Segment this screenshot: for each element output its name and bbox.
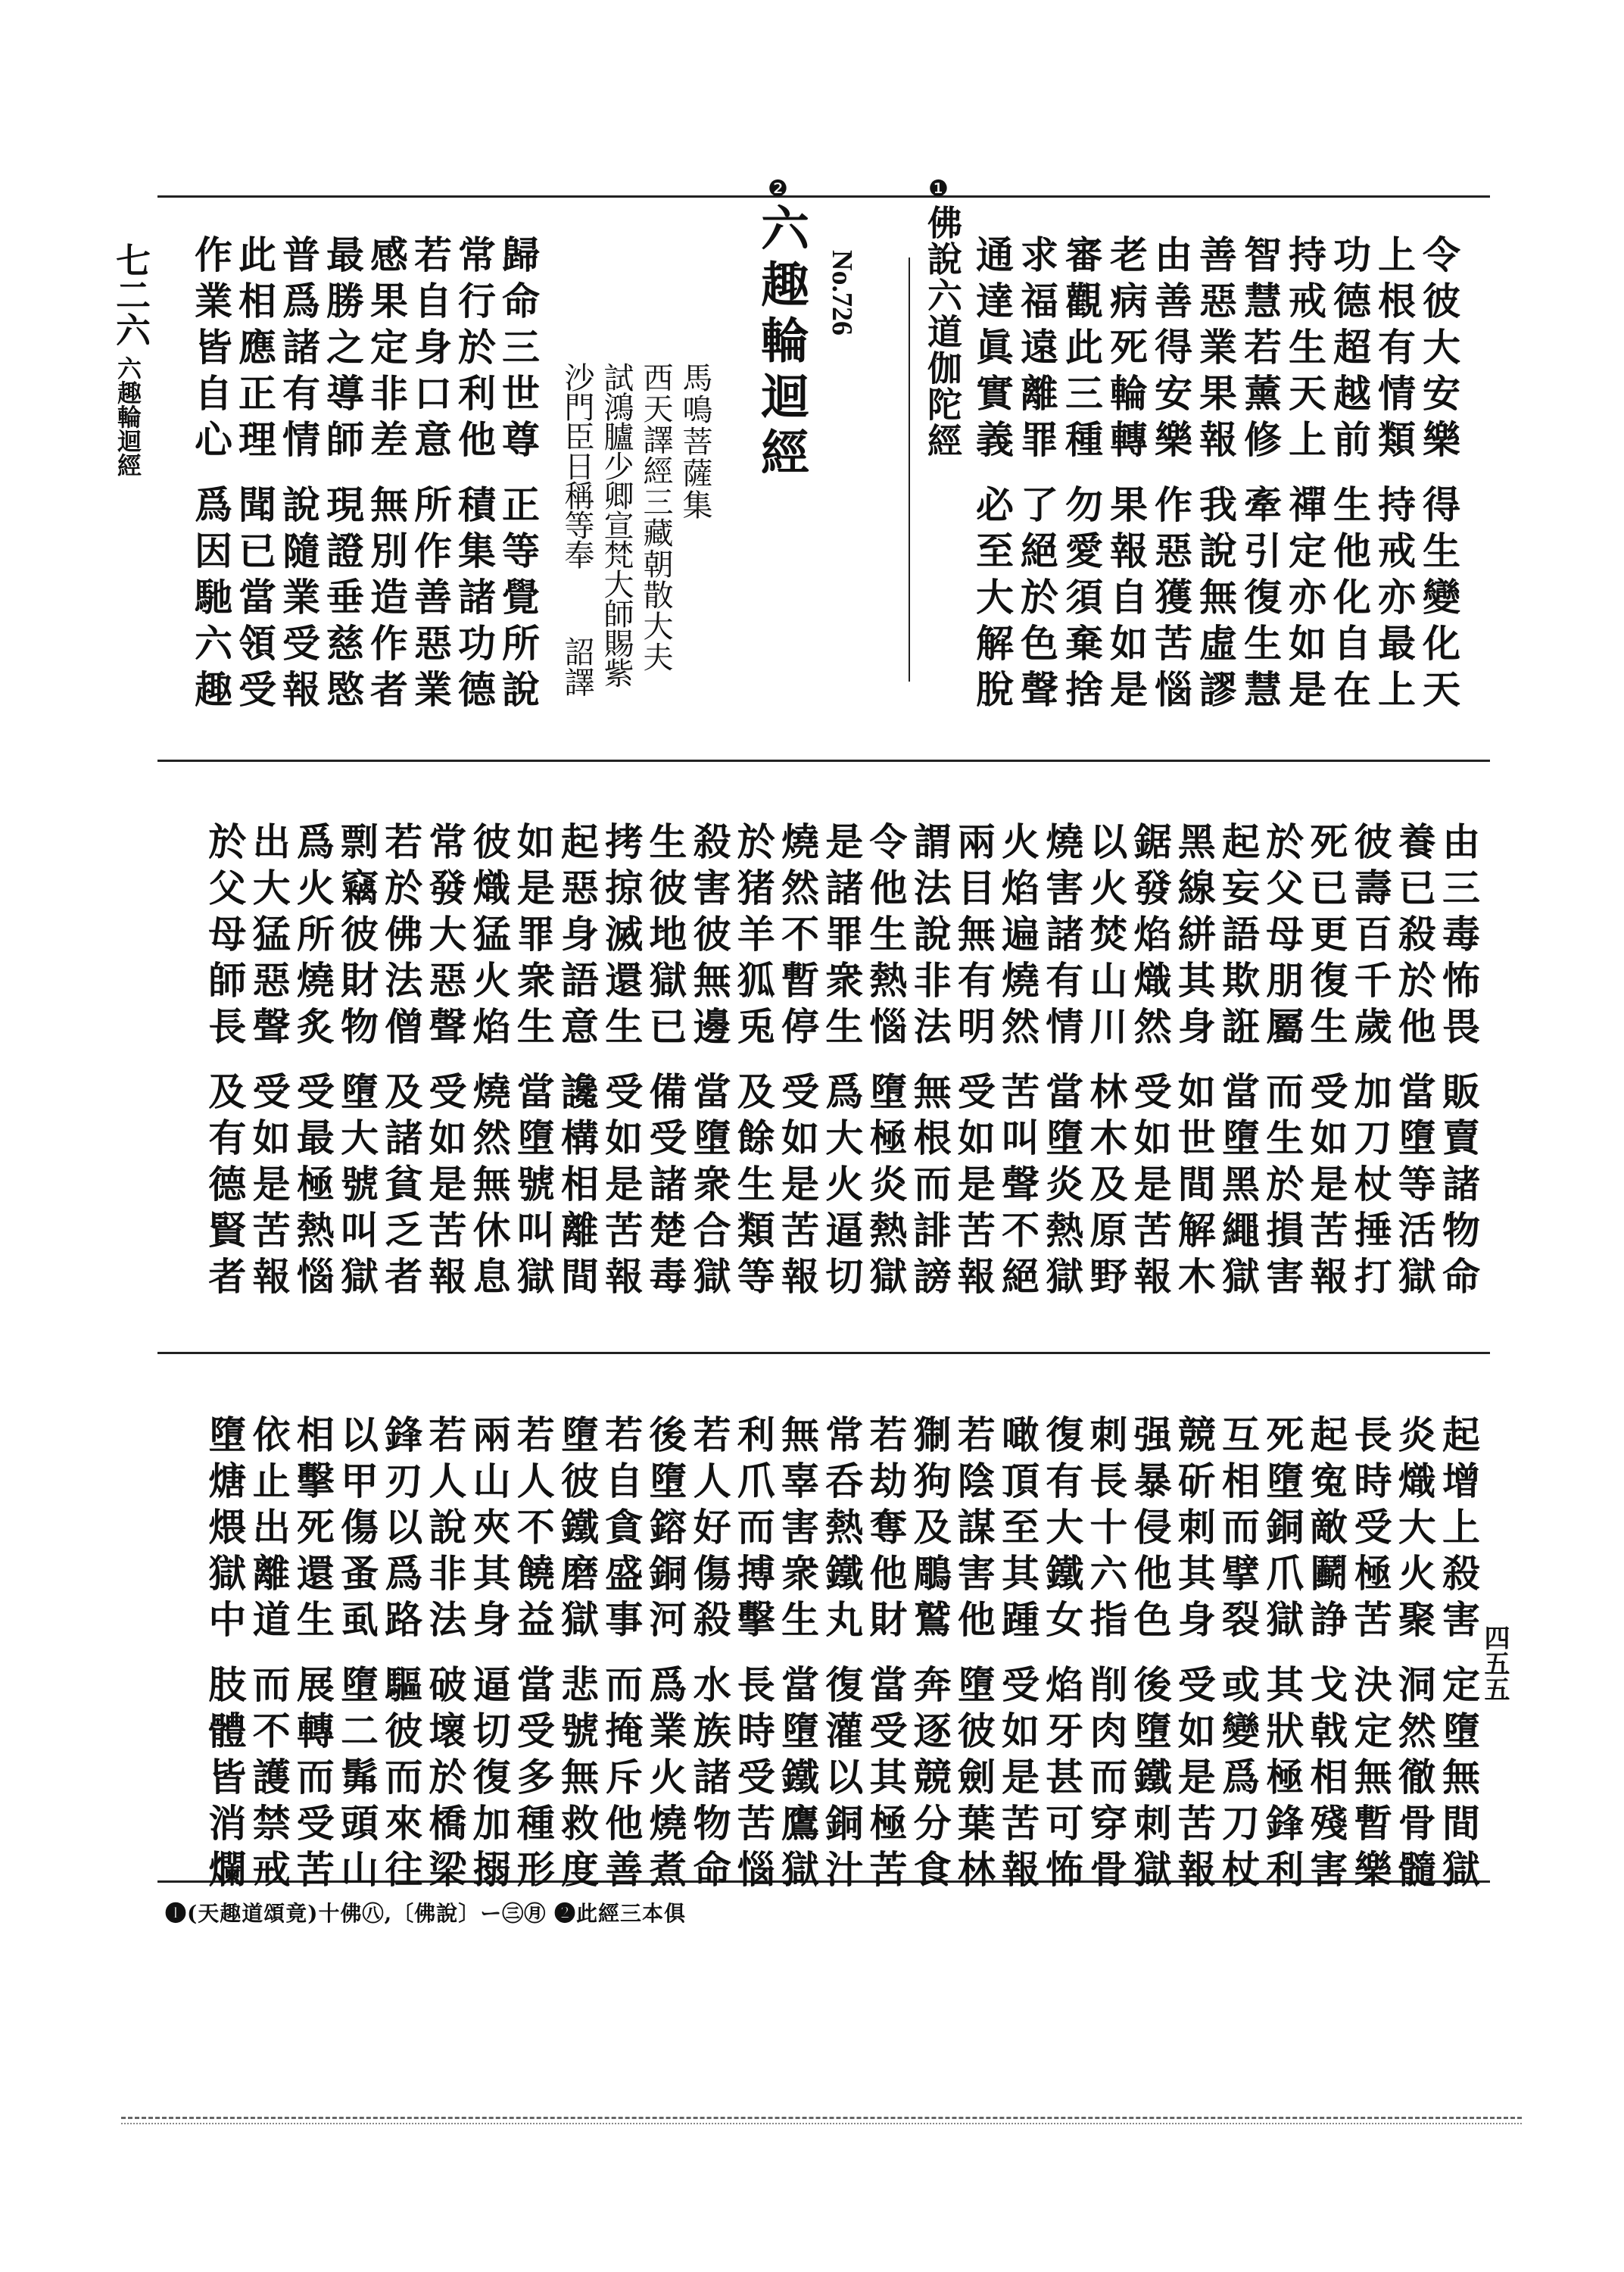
verse-half-a: 彼壽百千歲 — [1348, 822, 1393, 1053]
verse-half-b: 逼切復加搦 — [466, 1665, 512, 1896]
verse-half-b: 加刀杖捶打 — [1348, 1072, 1393, 1303]
verse-half-a: 强暴侵他色 — [1127, 1415, 1173, 1646]
verse-half-a: 炎熾大火聚 — [1392, 1415, 1437, 1646]
verse-half-a: 如是罪衆生 — [510, 822, 556, 1053]
divider-lower — [157, 1352, 1490, 1354]
verse-half-a: 若陰謀害他 — [951, 1415, 996, 1646]
verse-half-b: 受如是苦報 — [951, 1072, 996, 1303]
verse-half-a: 猘狗及鵰鷲 — [907, 1415, 952, 1646]
verse-half-a: 若於佛法僧 — [379, 822, 424, 1053]
top-border — [157, 195, 1490, 198]
verse-half-a: 鋒刃以爲路 — [379, 1415, 424, 1646]
catalog-number: No.726 — [826, 250, 858, 335]
verse-half-a: 燒然不暫停 — [775, 822, 820, 1053]
title-rule — [909, 257, 910, 682]
verse-half-b: 驅彼而來往 — [379, 1665, 424, 1896]
verse-half-a: 若劫奪他財 — [863, 1415, 909, 1646]
verse-half-b: 決定無暫樂 — [1348, 1665, 1393, 1896]
verse-half-b: 墮大號叫獄 — [335, 1072, 379, 1303]
verse-half-b: 肢體皆消爛 — [202, 1665, 248, 1896]
verse-half-a: 是諸罪衆生 — [819, 822, 865, 1053]
verse-half-a: 兩目無有明 — [951, 822, 996, 1053]
verse-half-b: 及有德賢者 — [202, 1072, 248, 1303]
verse-half-b: 讒構相離間 — [555, 1072, 600, 1303]
verse-half-a: 互相而擘裂 — [1216, 1415, 1261, 1646]
verse-half-b: 展轉而受苦 — [290, 1665, 335, 1896]
verse-half-a: 剽竊彼財物 — [335, 822, 379, 1053]
verse-half-a: 於猪羊狐兎 — [731, 822, 776, 1053]
verse-half-a: 相擊死還生 — [290, 1415, 335, 1646]
verse-half-a: 謂法說非法 — [907, 822, 952, 1053]
verse-half-b: 戈戟相殘害 — [1304, 1665, 1349, 1896]
verse-half-b: 當受其極苦 — [863, 1665, 909, 1896]
verse-half-b: 及諸貧乏者 — [379, 1072, 424, 1303]
verse-half-a: 彼熾猛火焰 — [466, 822, 512, 1053]
verse-half-b: 當墮黑繩獄 — [1216, 1072, 1261, 1303]
verse-half-a: 生彼地獄已 — [643, 822, 688, 1053]
verse-half-b: 復灌以銅汁 — [819, 1665, 865, 1896]
verse-half-b: 破壞於橋梁 — [422, 1665, 468, 1896]
verse-half-a: 若人好傷殺 — [687, 1415, 732, 1646]
verse-half-a: 無辜害衆生 — [775, 1415, 820, 1646]
translator-line-1: 西天譯經三藏朝散大夫 — [638, 362, 673, 673]
verse-half-a: 拷掠滅還生 — [599, 822, 644, 1053]
verse-half-a: 若人不饒益 — [510, 1415, 556, 1646]
verse-half-a: 火焰遍燒然 — [996, 822, 1040, 1053]
verse-half-b: 苦叫聲不絕 — [996, 1072, 1040, 1303]
verse-half-b: 受如是苦報 — [775, 1072, 820, 1303]
verse-half-b: 受如是苦報 — [1127, 1072, 1173, 1303]
verse-half-b: 受如是苦報 — [599, 1072, 644, 1303]
verse-half-b: 當墮炎熱獄 — [1040, 1072, 1085, 1303]
verse-half-a: 起惡身語意 — [555, 822, 600, 1053]
verse-half-a: 兩山夾其身 — [466, 1415, 512, 1646]
verse-half-b: 定墮無間獄 — [1436, 1665, 1481, 1896]
sutra-title-1: 佛說六道伽陀經 — [922, 204, 963, 459]
verse-half-b: 受如是苦報 — [246, 1072, 291, 1303]
translator-line-3: 沙門臣日稱等奉 — [560, 362, 594, 569]
verse-half-a: 於父母朋屬 — [1260, 822, 1305, 1053]
verse-half-b: 而生於損害 — [1260, 1072, 1305, 1303]
verse-half-b: 受如是苦報 — [1304, 1072, 1349, 1303]
divider-upper — [157, 760, 1490, 762]
verse-half-b: 當墮衆合獄 — [687, 1072, 732, 1303]
verse-half-a: 以火焚山川 — [1083, 822, 1129, 1053]
verse-half-a: 以甲傷蚤虱 — [335, 1415, 379, 1646]
verse-half-a: 刺長十六指 — [1083, 1415, 1129, 1646]
verse-half-a: 長時受極苦 — [1348, 1415, 1393, 1646]
verse-half-a: 墮煻煨獄中 — [202, 1415, 248, 1646]
verse-half-b: 後墮鐵刺獄 — [1127, 1665, 1173, 1896]
verse-half-b: 及餘生類等 — [731, 1072, 776, 1303]
verse-half-a: 燒害諸有情 — [1040, 822, 1085, 1053]
verse-half-b: 焰牙甚可怖 — [1040, 1665, 1085, 1896]
verse-half-b: 爲大火逼切 — [819, 1072, 865, 1303]
verse-half-b: 當墮號叫獄 — [510, 1072, 556, 1303]
running-title: 六趣輪迴經 — [114, 356, 142, 477]
verse-half-b: 受如是苦報 — [1171, 1665, 1217, 1896]
page-number: 七二六 — [111, 242, 151, 347]
sutra-title-2: 六趣輪迴經 — [753, 203, 809, 483]
translator-line-3b: 詔譯 — [560, 636, 594, 697]
author-line: 馬鳴菩薩集 — [678, 362, 712, 521]
verse-half-b: 林木及原野 — [1083, 1072, 1129, 1303]
verse-half-b: 洞然徹骨髓 — [1392, 1665, 1437, 1896]
verse-half-b: 其狀極鋒利 — [1260, 1665, 1305, 1896]
verse-half-a: 競斫刺其身 — [1171, 1415, 1217, 1646]
verse-half-b: 水族諸物命 — [687, 1665, 732, 1896]
decorative-dashed-line — [121, 2117, 1522, 2119]
decorative-dotted-line — [121, 2123, 1522, 2124]
verse-half-b: 奔逐競分食 — [907, 1665, 952, 1896]
verse-half-a: 若自貪盛事 — [599, 1415, 644, 1646]
verse-half-b: 當墮鐵鷹獄 — [775, 1665, 820, 1896]
verse-half-b: 當墮等活獄 — [1392, 1072, 1437, 1303]
verse-half-a: 起寃敵鬬諍 — [1304, 1415, 1349, 1646]
verse-half-a: 出大猛惡聲 — [246, 822, 291, 1053]
verse-half-a: 起增上殺害 — [1436, 1415, 1481, 1646]
verse-half-a: 死已更復生 — [1304, 822, 1349, 1053]
folio-number: 四五五 — [1479, 1624, 1510, 1702]
verse-half-b: 而不護禁戒 — [246, 1665, 291, 1896]
verse-half-b: 受最極熱惱 — [290, 1072, 335, 1303]
verse-half-b: 悲號無救度 — [555, 1665, 600, 1896]
verse-half-a: 由三毒怖畏 — [1436, 822, 1481, 1053]
verse-half-b: 如世間解木 — [1171, 1072, 1217, 1303]
verse-half-a: 利爪而搏擊 — [731, 1415, 776, 1646]
verse-half-b: 販賣諸物命 — [1436, 1072, 1481, 1303]
verse-half-b: 或變爲刀杖 — [1216, 1665, 1261, 1896]
verse-half-a: 死墮銅爪獄 — [1260, 1415, 1305, 1646]
verse-half-a: 後墮鎔銅河 — [643, 1415, 688, 1646]
verse-half-b: 墮二髴頭山 — [335, 1665, 379, 1896]
verse-half-a: 常發大惡聲 — [422, 822, 468, 1053]
verse-half-b: 長時受苦惱 — [731, 1665, 776, 1896]
verse-half-a: 黑線絣其身 — [1171, 822, 1217, 1053]
verse-half-a: 墮彼鐵磨獄 — [555, 1415, 600, 1646]
verse-half-b: 墮極炎熱獄 — [863, 1072, 909, 1303]
verse-half-b: 無根而誹謗 — [907, 1072, 952, 1303]
verse-half-b: 削肉而穿骨 — [1083, 1665, 1129, 1896]
footnotes: ❶(天趣道頌竟)十佛㊇,〔佛說〕ー㊂㊊ ❷此經三本俱 — [165, 1901, 686, 1926]
verse-half-a: 噉頂至其踵 — [996, 1415, 1040, 1646]
verse-half-a: 常呑熱鐵丸 — [819, 1415, 865, 1646]
verse-half-b: 當受多種形 — [510, 1665, 556, 1896]
footnote-marker-1: ❶ — [925, 176, 952, 202]
verse-half-b: 受如是苦報 — [422, 1072, 468, 1303]
verse-half-b: 備受諸楚毒 — [643, 1072, 688, 1303]
verse-half-a: 依止出離道 — [246, 1415, 291, 1646]
verse-half-a: 於父母師長 — [202, 822, 248, 1053]
verse-half-b: 爲業火燒煮 — [643, 1665, 688, 1896]
verse-half-a: 殺害彼無邊 — [687, 822, 732, 1053]
verse-half-a: 令他生熱惱 — [863, 822, 909, 1053]
verse-half-b: 而掩斥他善 — [599, 1665, 644, 1896]
translator-line-2: 試鴻臚少卿宣梵大師賜紫 — [599, 362, 634, 687]
footnote-marker-2: ❷ — [765, 176, 791, 202]
verse-half-b: 燒然無休息 — [466, 1072, 512, 1303]
verse-half-a: 養已殺於他 — [1392, 822, 1437, 1053]
verse-half-a: 起妄語欺誑 — [1216, 822, 1261, 1053]
verse-half-a: 鋸發焰熾然 — [1127, 822, 1173, 1053]
verse-half-a: 若人說非法 — [422, 1415, 468, 1646]
verse-half-b: 受如是苦報 — [996, 1665, 1040, 1896]
verse-half-a: 復有大鐵女 — [1040, 1415, 1085, 1646]
verse-half-b: 墮彼劍葉林 — [951, 1665, 996, 1896]
verse-half-a: 爲火所燒炙 — [290, 822, 335, 1053]
